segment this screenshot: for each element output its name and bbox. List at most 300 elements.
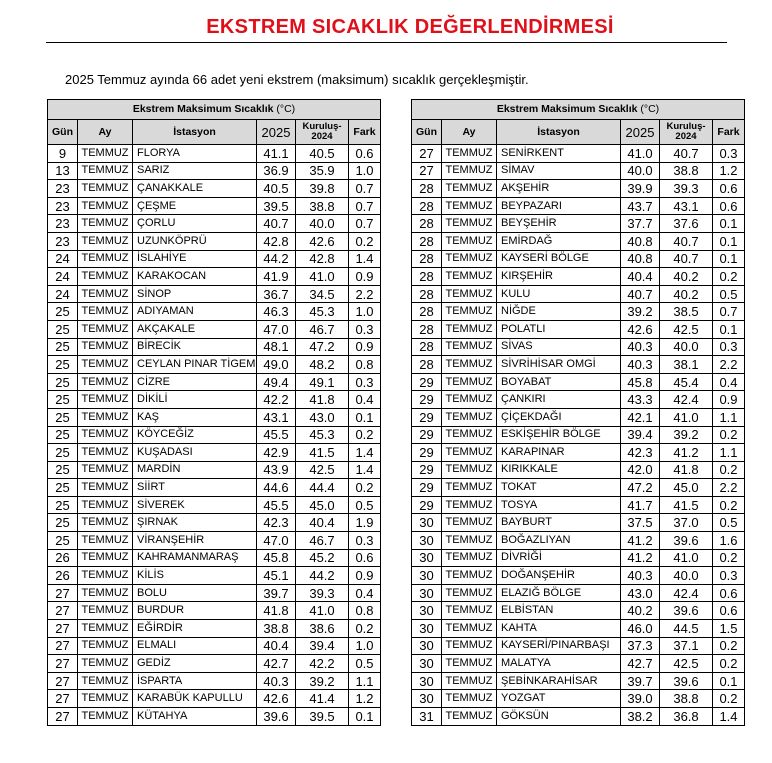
cell-gun: 29 — [412, 391, 442, 409]
table-row — [48, 532, 381, 550]
col-header-fark: Fark — [349, 120, 381, 145]
cell-gun: 27 — [48, 708, 78, 726]
cell-ay: TEMMUZ — [442, 708, 497, 726]
cell-2025: 43.0 — [621, 584, 660, 602]
cell-2025: 48.1 — [257, 338, 296, 356]
col-header-2025: 2025 — [257, 120, 296, 145]
cell-2025: 36.9 — [257, 162, 296, 180]
cell-2025: 49.4 — [257, 373, 296, 391]
cell-ay: TEMMUZ — [442, 620, 497, 638]
extreme-temperature-table-right — [411, 99, 745, 726]
cell-fark: 0.3 — [713, 145, 745, 163]
cell-kurulus-2024: 41.8 — [660, 461, 713, 479]
cell-kurulus-2024: 42.4 — [660, 391, 713, 409]
cell-gun: 23 — [48, 232, 78, 250]
cell-istasyon: DOĞANŞEHİR — [497, 567, 621, 585]
table-row — [412, 655, 745, 673]
cell-istasyon: BURDUR — [133, 602, 257, 620]
cell-ay: TEMMUZ — [442, 690, 497, 708]
cell-2025: 46.0 — [621, 620, 660, 638]
cell-istasyon: SİMAV — [497, 162, 621, 180]
cell-istasyon: FLORYA — [133, 145, 257, 163]
cell-gun: 27 — [48, 672, 78, 690]
cell-ay: TEMMUZ — [442, 356, 497, 374]
table-row — [412, 408, 745, 426]
cell-fark: 0.6 — [713, 180, 745, 198]
cell-kurulus-2024: 39.3 — [660, 180, 713, 198]
cell-istasyon: ELBİSTAN — [497, 602, 621, 620]
cell-istasyon: BAYBURT — [497, 514, 621, 532]
cell-istasyon: KARABÜK KAPULLU — [133, 690, 257, 708]
cell-ay: TEMMUZ — [442, 338, 497, 356]
table-caption: Ekstrem Maksimum Sıcaklık (°C) — [48, 100, 381, 120]
cell-ay: TEMMUZ — [442, 461, 497, 479]
table-row — [412, 461, 745, 479]
table-header-row — [48, 120, 381, 145]
cell-istasyon: CİZRE — [133, 373, 257, 391]
cell-fark: 0.9 — [713, 391, 745, 409]
table-row — [412, 567, 745, 585]
table-row — [412, 426, 745, 444]
cell-istasyon: ELMALI — [133, 637, 257, 655]
cell-gun: 26 — [48, 567, 78, 585]
cell-ay: TEMMUZ — [442, 180, 497, 198]
table-row — [48, 584, 381, 602]
cell-ay: TEMMUZ — [78, 180, 133, 198]
cell-istasyon: ESKİŞEHİR BÖLGE — [497, 426, 621, 444]
cell-fark: 0.2 — [713, 496, 745, 514]
table-row — [412, 268, 745, 286]
cell-2025: 40.3 — [621, 338, 660, 356]
cell-fark: 0.9 — [349, 338, 381, 356]
cell-istasyon: BEYŞEHİR — [497, 215, 621, 233]
cell-istasyon: İSPARTA — [133, 672, 257, 690]
cell-fark: 0.1 — [713, 320, 745, 338]
table-row — [412, 602, 745, 620]
cell-ay: TEMMUZ — [78, 584, 133, 602]
cell-ay: TEMMUZ — [78, 197, 133, 215]
cell-istasyon: NİĞDE — [497, 303, 621, 321]
cell-ay: TEMMUZ — [442, 145, 497, 163]
cell-istasyon: AKŞEHİR — [497, 180, 621, 198]
cell-kurulus-2024: 46.7 — [296, 320, 349, 338]
cell-fark: 0.6 — [349, 549, 381, 567]
cell-istasyon: KAŞ — [133, 408, 257, 426]
cell-2025: 45.8 — [257, 549, 296, 567]
cell-2025: 44.6 — [257, 479, 296, 497]
cell-kurulus-2024: 37.1 — [660, 637, 713, 655]
cell-kurulus-2024: 43.0 — [296, 408, 349, 426]
cell-gun: 25 — [48, 514, 78, 532]
cell-kurulus-2024: 38.8 — [660, 690, 713, 708]
cell-ay: TEMMUZ — [78, 426, 133, 444]
cell-ay: TEMMUZ — [442, 637, 497, 655]
cell-gun: 25 — [48, 373, 78, 391]
col-header-istasyon: İstasyon — [497, 120, 621, 145]
cell-2025: 42.3 — [257, 514, 296, 532]
cell-ay: TEMMUZ — [442, 444, 497, 462]
cell-istasyon: KAHTA — [497, 620, 621, 638]
cell-gun: 27 — [48, 655, 78, 673]
intro-text: 2025 Temmuz ayında 66 adet yeni ekstrem (maksimum) sıcaklık gerçekleşmiştir. — [65, 72, 529, 87]
table-row — [48, 655, 381, 673]
cell-2025: 41.8 — [257, 602, 296, 620]
cell-gun: 29 — [412, 426, 442, 444]
cell-fark: 2.2 — [349, 285, 381, 303]
cell-2025: 40.2 — [621, 602, 660, 620]
cell-fark: 0.3 — [349, 373, 381, 391]
cell-gun: 25 — [48, 532, 78, 550]
cell-fark: 0.6 — [713, 602, 745, 620]
cell-gun: 28 — [412, 285, 442, 303]
cell-fark: 0.1 — [349, 708, 381, 726]
cell-kurulus-2024: 39.2 — [660, 426, 713, 444]
cell-gun: 25 — [48, 408, 78, 426]
cell-kurulus-2024: 42.6 — [296, 232, 349, 250]
cell-ay: TEMMUZ — [442, 232, 497, 250]
cell-kurulus-2024: 37.0 — [660, 514, 713, 532]
cell-istasyon: KÖYCEĞİZ — [133, 426, 257, 444]
cell-2025: 37.3 — [621, 637, 660, 655]
table-row — [412, 444, 745, 462]
title-divider — [46, 42, 727, 43]
col-header-gun: Gün — [48, 120, 78, 145]
cell-ay: TEMMUZ — [78, 655, 133, 673]
cell-kurulus-2024: 38.8 — [296, 197, 349, 215]
col-header-2025: 2025 — [621, 120, 660, 145]
cell-gun: 30 — [412, 690, 442, 708]
cell-fark: 0.3 — [713, 567, 745, 585]
cell-kurulus-2024: 41.0 — [660, 408, 713, 426]
cell-ay: TEMMUZ — [78, 232, 133, 250]
cell-istasyon: CEYLAN PINAR TİGEM — [133, 356, 257, 374]
cell-ay: TEMMUZ — [442, 532, 497, 550]
cell-gun: 28 — [412, 320, 442, 338]
cell-gun: 23 — [48, 197, 78, 215]
table-row — [48, 356, 381, 374]
cell-gun: 23 — [48, 180, 78, 198]
table-row — [412, 180, 745, 198]
cell-kurulus-2024: 42.4 — [660, 584, 713, 602]
cell-2025: 40.7 — [621, 285, 660, 303]
cell-fark: 0.9 — [349, 567, 381, 585]
cell-fark: 0.4 — [713, 373, 745, 391]
cell-2025: 42.7 — [257, 655, 296, 673]
cell-ay: TEMMUZ — [78, 285, 133, 303]
cell-gun: 30 — [412, 602, 442, 620]
cell-fark: 0.5 — [349, 655, 381, 673]
cell-fark: 0.2 — [349, 479, 381, 497]
cell-istasyon: ADIYAMAN — [133, 303, 257, 321]
cell-kurulus-2024: 42.5 — [660, 655, 713, 673]
cell-2025: 39.5 — [257, 197, 296, 215]
cell-gun: 30 — [412, 620, 442, 638]
col-header-fark: Fark — [713, 120, 745, 145]
cell-fark: 0.7 — [349, 180, 381, 198]
cell-2025: 42.7 — [621, 655, 660, 673]
cell-istasyon: KULU — [497, 285, 621, 303]
cell-2025: 47.0 — [257, 532, 296, 550]
cell-kurulus-2024: 39.6 — [660, 532, 713, 550]
cell-fark: 0.9 — [349, 268, 381, 286]
cell-istasyon: SARIZ — [133, 162, 257, 180]
cell-gun: 24 — [48, 285, 78, 303]
cell-istasyon: BOYABAT — [497, 373, 621, 391]
cell-kurulus-2024: 42.5 — [296, 461, 349, 479]
table-row — [48, 426, 381, 444]
cell-ay: TEMMUZ — [78, 549, 133, 567]
cell-gun: 24 — [48, 268, 78, 286]
cell-2025: 39.7 — [257, 584, 296, 602]
cell-2025: 37.7 — [621, 215, 660, 233]
cell-ay: TEMMUZ — [442, 426, 497, 444]
cell-fark: 1.1 — [713, 408, 745, 426]
cell-2025: 40.4 — [621, 268, 660, 286]
cell-ay: TEMMUZ — [442, 549, 497, 567]
cell-istasyon: KUŞADASI — [133, 444, 257, 462]
cell-gun: 30 — [412, 549, 442, 567]
col-header-kurulus-2024: Kuruluş- 2024 — [296, 120, 349, 145]
cell-gun: 27 — [48, 690, 78, 708]
cell-2025: 40.8 — [621, 250, 660, 268]
cell-gun: 31 — [412, 708, 442, 726]
table-row — [412, 620, 745, 638]
cell-kurulus-2024: 42.8 — [296, 250, 349, 268]
cell-2025: 42.6 — [257, 690, 296, 708]
cell-kurulus-2024: 41.0 — [296, 602, 349, 620]
cell-fark: 0.5 — [713, 514, 745, 532]
col-header-kurulus-2024: Kuruluş- 2024 — [660, 120, 713, 145]
cell-ay: TEMMUZ — [78, 637, 133, 655]
cell-ay: TEMMUZ — [78, 567, 133, 585]
cell-ay: TEMMUZ — [78, 672, 133, 690]
cell-kurulus-2024: 44.4 — [296, 479, 349, 497]
cell-kurulus-2024: 38.8 — [660, 162, 713, 180]
cell-ay: TEMMUZ — [78, 708, 133, 726]
table-row — [48, 620, 381, 638]
cell-istasyon: AKÇAKALE — [133, 320, 257, 338]
cell-ay: TEMMUZ — [442, 250, 497, 268]
cell-fark: 2.2 — [713, 479, 745, 497]
cell-ay: TEMMUZ — [78, 461, 133, 479]
cell-fark: 0.6 — [713, 197, 745, 215]
cell-2025: 41.0 — [621, 145, 660, 163]
cell-ay: TEMMUZ — [78, 373, 133, 391]
table-row — [48, 690, 381, 708]
cell-kurulus-2024: 47.2 — [296, 338, 349, 356]
cell-ay: TEMMUZ — [78, 356, 133, 374]
cell-ay: TEMMUZ — [78, 479, 133, 497]
cell-fark: 0.7 — [349, 215, 381, 233]
cell-fark: 0.1 — [713, 232, 745, 250]
cell-istasyon: ÇANAKKALE — [133, 180, 257, 198]
table-row — [412, 145, 745, 163]
cell-istasyon: KIRŞEHİR — [497, 268, 621, 286]
cell-kurulus-2024: 41.5 — [660, 496, 713, 514]
cell-2025: 39.2 — [621, 303, 660, 321]
cell-2025: 42.2 — [257, 391, 296, 409]
cell-kurulus-2024: 45.3 — [296, 303, 349, 321]
cell-fark: 0.2 — [713, 637, 745, 655]
cell-gun: 29 — [412, 496, 442, 514]
cell-gun: 28 — [412, 197, 442, 215]
cell-2025: 43.3 — [621, 391, 660, 409]
cell-gun: 29 — [412, 444, 442, 462]
cell-gun: 27 — [48, 602, 78, 620]
cell-gun: 29 — [412, 461, 442, 479]
cell-kurulus-2024: 45.4 — [660, 373, 713, 391]
table-row — [412, 373, 745, 391]
cell-ay: TEMMUZ — [442, 320, 497, 338]
cell-kurulus-2024: 39.6 — [660, 602, 713, 620]
cell-gun: 30 — [412, 637, 442, 655]
cell-kurulus-2024: 46.7 — [296, 532, 349, 550]
cell-istasyon: EMİRDAĞ — [497, 232, 621, 250]
cell-gun: 25 — [48, 391, 78, 409]
cell-ay: TEMMUZ — [78, 444, 133, 462]
table-row — [48, 303, 381, 321]
cell-gun: 25 — [48, 338, 78, 356]
cell-2025: 45.5 — [257, 426, 296, 444]
cell-2025: 41.1 — [257, 145, 296, 163]
cell-ay: TEMMUZ — [78, 514, 133, 532]
cell-2025: 43.7 — [621, 197, 660, 215]
table-row — [412, 215, 745, 233]
cell-ay: TEMMUZ — [442, 672, 497, 690]
cell-istasyon: KAYSERİ/PINARBAŞI — [497, 637, 621, 655]
cell-ay: TEMMUZ — [442, 268, 497, 286]
table-row — [48, 637, 381, 655]
cell-gun: 28 — [412, 250, 442, 268]
cell-istasyon: VİRANŞEHİR — [133, 532, 257, 550]
cell-ay: TEMMUZ — [78, 215, 133, 233]
cell-kurulus-2024: 43.1 — [660, 197, 713, 215]
cell-fark: 0.2 — [349, 426, 381, 444]
cell-gun: 25 — [48, 496, 78, 514]
cell-istasyon: GEDİZ — [133, 655, 257, 673]
cell-istasyon: KARAPINAR — [497, 444, 621, 462]
cell-istasyon: UZUNKÖPRÜ — [133, 232, 257, 250]
cell-ay: TEMMUZ — [78, 145, 133, 163]
cell-istasyon: BOLU — [133, 584, 257, 602]
cell-2025: 39.0 — [621, 690, 660, 708]
cell-istasyon: GÖKSÜN — [497, 708, 621, 726]
cell-gun: 25 — [48, 444, 78, 462]
cell-2025: 43.1 — [257, 408, 296, 426]
col-header-istasyon: İstasyon — [133, 120, 257, 145]
cell-gun: 25 — [48, 303, 78, 321]
cell-kurulus-2024: 35.9 — [296, 162, 349, 180]
cell-istasyon: KİLİS — [133, 567, 257, 585]
cell-ay: TEMMUZ — [442, 162, 497, 180]
cell-ay: TEMMUZ — [442, 285, 497, 303]
table-row — [48, 408, 381, 426]
cell-kurulus-2024: 49.1 — [296, 373, 349, 391]
cell-2025: 45.8 — [621, 373, 660, 391]
cell-istasyon: EĞİRDİR — [133, 620, 257, 638]
table-row — [48, 496, 381, 514]
cell-ay: TEMMUZ — [78, 620, 133, 638]
cell-fark: 0.8 — [349, 602, 381, 620]
table-row — [412, 285, 745, 303]
cell-2025: 49.0 — [257, 356, 296, 374]
cell-kurulus-2024: 45.0 — [296, 496, 349, 514]
cell-fark: 0.3 — [349, 532, 381, 550]
table-row — [412, 320, 745, 338]
cell-2025: 42.0 — [621, 461, 660, 479]
cell-ay: TEMMUZ — [78, 338, 133, 356]
cell-kurulus-2024: 37.6 — [660, 215, 713, 233]
cell-fark: 1.4 — [349, 250, 381, 268]
cell-ay: TEMMUZ — [442, 479, 497, 497]
table-row — [48, 285, 381, 303]
table-row — [412, 672, 745, 690]
cell-kurulus-2024: 40.2 — [660, 268, 713, 286]
table-row — [48, 567, 381, 585]
table-row — [48, 461, 381, 479]
table-row — [412, 690, 745, 708]
cell-2025: 40.0 — [621, 162, 660, 180]
cell-gun: 13 — [48, 162, 78, 180]
cell-2025: 41.2 — [621, 532, 660, 550]
table-row — [412, 338, 745, 356]
cell-kurulus-2024: 40.7 — [660, 145, 713, 163]
cell-2025: 42.3 — [621, 444, 660, 462]
cell-gun: 25 — [48, 320, 78, 338]
table-row — [48, 672, 381, 690]
cell-fark: 0.4 — [349, 391, 381, 409]
cell-ay: TEMMUZ — [442, 602, 497, 620]
cell-istasyon: ÇEŞME — [133, 197, 257, 215]
cell-fark: 0.2 — [713, 461, 745, 479]
cell-gun: 30 — [412, 655, 442, 673]
cell-2025: 41.9 — [257, 268, 296, 286]
cell-kurulus-2024: 41.8 — [296, 391, 349, 409]
cell-istasyon: BİRECİK — [133, 338, 257, 356]
cell-istasyon: İSLAHİYE — [133, 250, 257, 268]
cell-fark: 0.8 — [349, 356, 381, 374]
cell-kurulus-2024: 44.5 — [660, 620, 713, 638]
cell-2025: 41.2 — [621, 549, 660, 567]
cell-fark: 0.6 — [349, 145, 381, 163]
col-header-gun: Gün — [412, 120, 442, 145]
cell-ay: TEMMUZ — [442, 514, 497, 532]
cell-fark: 0.1 — [713, 250, 745, 268]
cell-istasyon: KARAKOCAN — [133, 268, 257, 286]
cell-istasyon: SENİRKENT — [497, 145, 621, 163]
cell-fark: 0.7 — [349, 197, 381, 215]
cell-gun: 24 — [48, 250, 78, 268]
cell-fark: 0.2 — [349, 232, 381, 250]
extreme-temperature-table-left — [47, 99, 381, 726]
cell-istasyon: SİVEREK — [133, 496, 257, 514]
cell-ay: TEMMUZ — [442, 408, 497, 426]
cell-istasyon: POLATLI — [497, 320, 621, 338]
col-header-ay: Ay — [442, 120, 497, 145]
cell-gun: 9 — [48, 145, 78, 163]
cell-istasyon: TOSYA — [497, 496, 621, 514]
cell-fark: 1.4 — [713, 708, 745, 726]
table-header-row — [412, 120, 745, 145]
cell-gun: 28 — [412, 356, 442, 374]
cell-istasyon: BEYPAZARI — [497, 197, 621, 215]
table-row — [412, 584, 745, 602]
cell-2025: 44.2 — [257, 250, 296, 268]
cell-kurulus-2024: 36.8 — [660, 708, 713, 726]
cell-2025: 40.3 — [621, 567, 660, 585]
cell-istasyon: MARDİN — [133, 461, 257, 479]
cell-2025: 47.0 — [257, 320, 296, 338]
